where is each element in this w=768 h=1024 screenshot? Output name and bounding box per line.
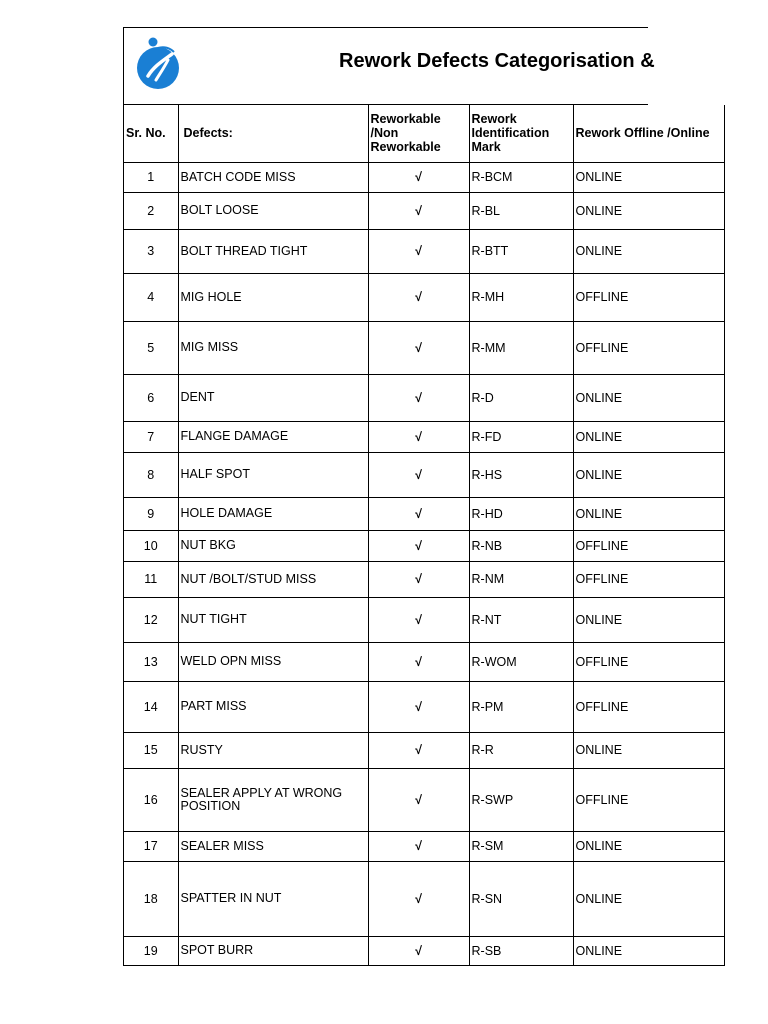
rework-mark-cell: R-HD xyxy=(469,497,573,530)
reworkable-check-cell: √ xyxy=(368,192,469,229)
sr-no-cell: 19 xyxy=(124,936,178,965)
sr-no-cell: 16 xyxy=(124,768,178,831)
rework-mark-cell: R-MH xyxy=(469,273,573,321)
rework-mode-cell: ONLINE xyxy=(573,162,724,192)
rework-mark-cell: R-SM xyxy=(469,831,573,861)
reworkable-check-cell: √ xyxy=(368,497,469,530)
rework-mark-cell: R-BCM xyxy=(469,162,573,192)
rework-mode-cell: OFFLINE xyxy=(573,642,724,681)
rework-mark-cell: R-FD xyxy=(469,421,573,452)
sr-no-cell: 18 xyxy=(124,861,178,936)
table-row xyxy=(124,452,724,497)
sr-no-cell: 13 xyxy=(124,642,178,681)
defect-cell: BATCH CODE MISS xyxy=(178,162,368,192)
defect-cell: SPATTER IN NUT xyxy=(178,861,368,936)
table-row xyxy=(124,321,724,374)
title-row xyxy=(124,28,655,105)
defect-cell: RUSTY xyxy=(178,732,368,768)
rework-mark-cell: R-SN xyxy=(469,861,573,936)
sr-no-cell: 11 xyxy=(124,561,178,597)
sr-no-cell: 6 xyxy=(124,374,178,421)
sr-no-cell: 14 xyxy=(124,681,178,732)
reworkable-check-cell: √ xyxy=(368,681,469,732)
rework-mode-cell: ONLINE xyxy=(573,732,724,768)
table-row xyxy=(124,831,724,861)
rework-mode-cell: ONLINE xyxy=(573,229,724,273)
defect-cell: BOLT LOOSE xyxy=(178,192,368,229)
defect-cell: BOLT THREAD TIGHT xyxy=(178,229,368,273)
reworkable-check-cell: √ xyxy=(368,374,469,421)
reworkable-check-cell: √ xyxy=(368,597,469,642)
rework-mode-cell: ONLINE xyxy=(573,497,724,530)
table-row xyxy=(124,192,724,229)
reworkable-check-cell: √ xyxy=(368,561,469,597)
table-row xyxy=(124,642,724,681)
defect-cell: WELD OPN MISS xyxy=(178,642,368,681)
table-row xyxy=(124,229,724,273)
defect-cell: MIG MISS xyxy=(178,321,368,374)
sr-no-cell: 1 xyxy=(124,162,178,192)
rework-mode-cell: ONLINE xyxy=(573,421,724,452)
table-row xyxy=(124,597,724,642)
reworkable-check-cell: √ xyxy=(368,768,469,831)
table-header-row xyxy=(124,105,724,162)
defect-cell: NUT TIGHT xyxy=(178,597,368,642)
table-row xyxy=(124,936,724,965)
table-row xyxy=(124,732,724,768)
rework-mark-cell: R-NM xyxy=(469,561,573,597)
rework-mark-cell: R-PM xyxy=(469,681,573,732)
table-row xyxy=(124,273,724,321)
defect-cell: SEALER APPLY AT WRONG POSITION xyxy=(178,768,368,831)
defect-cell: NUT BKG xyxy=(178,530,368,561)
sr-no-cell: 9 xyxy=(124,497,178,530)
defect-cell: HALF SPOT xyxy=(178,452,368,497)
document-title: Rework Defects Categorisation & xyxy=(339,50,655,72)
table-row xyxy=(124,561,724,597)
reworkable-check-cell: √ xyxy=(368,936,469,965)
header-sr-no: Sr. No. xyxy=(124,105,178,162)
table-row xyxy=(124,497,724,530)
defect-cell: DENT xyxy=(178,374,368,421)
rework-mark-cell: R-BTT xyxy=(469,229,573,273)
rework-mark-cell: R-R xyxy=(469,732,573,768)
reworkable-check-cell: √ xyxy=(368,732,469,768)
reworkable-check-cell: √ xyxy=(368,831,469,861)
rework-mode-cell: OFFLINE xyxy=(573,530,724,561)
defect-cell: MIG HOLE xyxy=(178,273,368,321)
reworkable-check-cell: √ xyxy=(368,452,469,497)
rework-mark-cell: R-NB xyxy=(469,530,573,561)
rework-mode-cell: OFFLINE xyxy=(573,321,724,374)
rework-mode-cell: OFFLINE xyxy=(573,561,724,597)
reworkable-check-cell: √ xyxy=(368,321,469,374)
defects-sheet xyxy=(123,27,710,966)
rework-mark-cell: R-SB xyxy=(469,936,573,965)
rework-mode-cell: OFFLINE xyxy=(573,681,724,732)
rework-mode-cell: OFFLINE xyxy=(573,768,724,831)
header-defects: Defects: xyxy=(178,105,368,162)
sr-no-cell: 12 xyxy=(124,597,178,642)
table-row xyxy=(124,768,724,831)
sr-no-cell: 10 xyxy=(124,530,178,561)
table-row xyxy=(124,530,724,561)
rework-mark-cell: R-HS xyxy=(469,452,573,497)
sr-no-cell: 17 xyxy=(124,831,178,861)
header-rework-mark: Rework Identification Mark xyxy=(469,105,573,162)
header-rework-offline-online: Rework Offline /Online xyxy=(573,105,724,162)
table-row xyxy=(124,374,724,421)
rework-mode-cell: ONLINE xyxy=(573,861,724,936)
rework-mark-cell: R-NT xyxy=(469,597,573,642)
rework-mark-cell: R-D xyxy=(469,374,573,421)
reworkable-check-cell: √ xyxy=(368,421,469,452)
sr-no-cell: 7 xyxy=(124,421,178,452)
reworkable-check-cell: √ xyxy=(368,530,469,561)
sr-no-cell: 15 xyxy=(124,732,178,768)
header-reworkable: Reworkable /Non Reworkable xyxy=(368,105,469,162)
defect-cell: SPOT BURR xyxy=(178,936,368,965)
rework-mark-cell: R-WOM xyxy=(469,642,573,681)
table-row xyxy=(124,861,724,936)
defect-cell: SEALER MISS xyxy=(178,831,368,861)
sr-no-cell: 8 xyxy=(124,452,178,497)
rework-mode-cell: ONLINE xyxy=(573,374,724,421)
company-logo-icon xyxy=(134,36,182,90)
sr-no-cell: 4 xyxy=(124,273,178,321)
table-row xyxy=(124,421,724,452)
rework-mode-cell: ONLINE xyxy=(573,936,724,965)
defect-cell: HOLE DAMAGE xyxy=(178,497,368,530)
reworkable-check-cell: √ xyxy=(368,642,469,681)
reworkable-check-cell: √ xyxy=(368,162,469,192)
table-row xyxy=(124,681,724,732)
rework-mode-cell: OFFLINE xyxy=(573,273,724,321)
reworkable-check-cell: √ xyxy=(368,861,469,936)
rework-mode-cell: ONLINE xyxy=(573,831,724,861)
reworkable-check-cell: √ xyxy=(368,229,469,273)
rework-mode-cell: ONLINE xyxy=(573,597,724,642)
defect-cell: FLANGE DAMAGE xyxy=(178,421,368,452)
reworkable-check-cell: √ xyxy=(368,273,469,321)
defect-cell: NUT /BOLT/STUD MISS xyxy=(178,561,368,597)
sr-no-cell: 3 xyxy=(124,229,178,273)
rework-mode-cell: ONLINE xyxy=(573,192,724,229)
rework-mode-cell: ONLINE xyxy=(573,452,724,497)
rework-mark-cell: R-BL xyxy=(469,192,573,229)
sr-no-cell: 2 xyxy=(124,192,178,229)
table-row xyxy=(124,162,724,192)
rework-mark-cell: R-SWP xyxy=(469,768,573,831)
rework-mark-cell: R-MM xyxy=(469,321,573,374)
sr-no-cell: 5 xyxy=(124,321,178,374)
defects-table xyxy=(124,105,725,966)
defect-cell: PART MISS xyxy=(178,681,368,732)
